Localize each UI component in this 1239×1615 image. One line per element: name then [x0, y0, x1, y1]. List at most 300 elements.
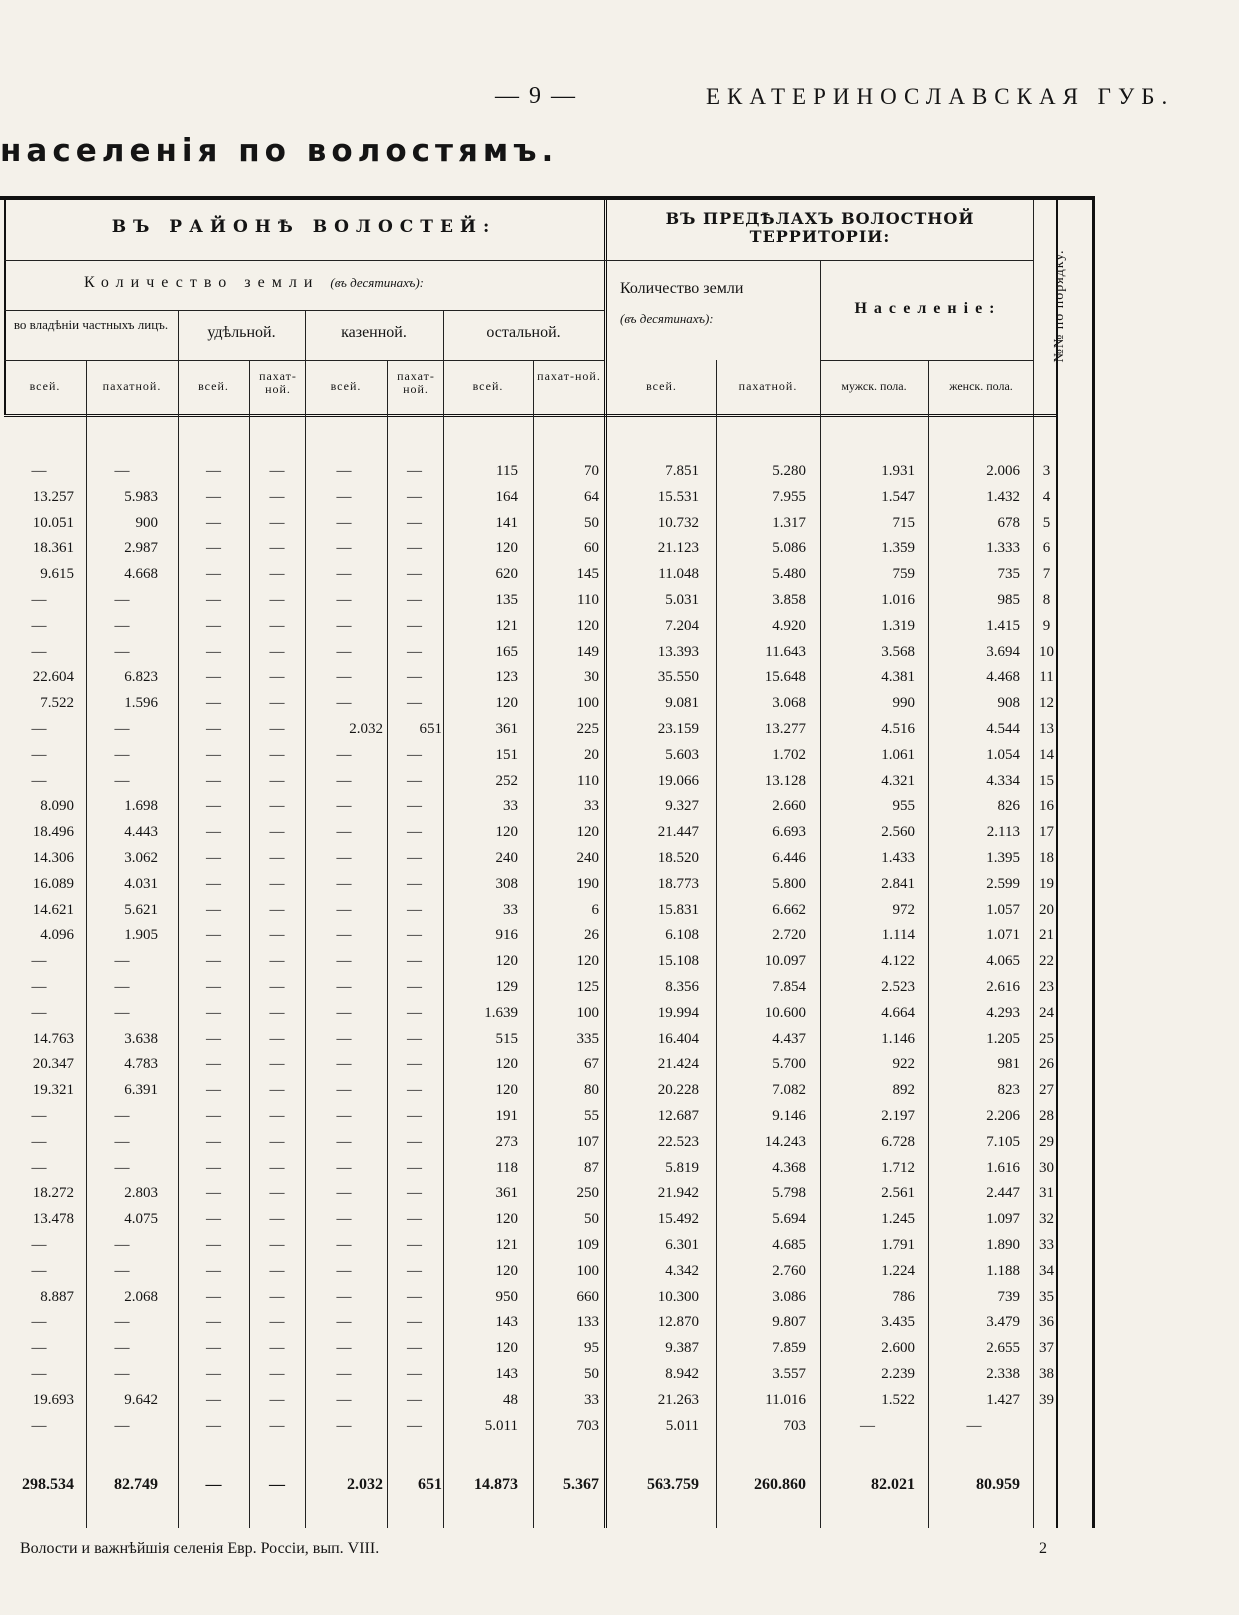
table-cell: — [31, 746, 47, 763]
table-cell: 1.547 [881, 488, 915, 505]
row-index-cell: 21 [1039, 927, 1054, 944]
table-cell: 5.280 [772, 463, 806, 479]
table-cell: 125 [576, 979, 599, 995]
table-cell: 190 [576, 875, 599, 892]
table-cell: 145 [576, 566, 599, 583]
table-cell: 4.783 [124, 1056, 158, 1073]
table-cell: 19.066 [657, 772, 699, 789]
table-cell: 4.293 [986, 1004, 1020, 1021]
table-cell: 1.415 [986, 617, 1020, 634]
row-index-cell: 39 [1039, 1391, 1054, 1408]
table-cell: 123 [495, 669, 518, 686]
table-cell: — [206, 1391, 221, 1408]
table-cell: — [114, 772, 130, 789]
table-cell: — [269, 850, 285, 866]
table-cell: — [206, 695, 221, 712]
row-index-cell: 16 [1039, 798, 1054, 815]
group-header-right: ВЪ ПРЕДѢЛАХЪ ВОЛОСТНОЙ ТЕРРИТОРІИ: [665, 209, 975, 246]
table-cell: — [31, 1262, 47, 1279]
table-cell: — [206, 1417, 221, 1434]
table-cell: 4.668 [124, 566, 158, 583]
table-cell: — [206, 746, 221, 763]
row-index-cell: 26 [1039, 1056, 1054, 1073]
table-cell: 23.159 [657, 721, 699, 737]
table-cell: 1.791 [881, 1237, 915, 1253]
table-cell: 1.427 [986, 1391, 1020, 1408]
table-cell: — [966, 1417, 982, 1434]
table-row [0, 768, 1080, 794]
table-cell: — [114, 1366, 130, 1382]
table-cell: — [407, 1237, 422, 1253]
table-cell: 2.032 [349, 721, 383, 737]
table-cell: 6.662 [772, 901, 806, 918]
table-cell: — [114, 746, 130, 763]
table-cell: — [269, 1211, 285, 1228]
group-header-left: ВЪ РАЙОНѢ ВОЛОСТЕЙ: [111, 217, 497, 237]
row-index-cell: 5 [1042, 514, 1051, 531]
table-cell: — [336, 488, 352, 505]
table-cell: — [206, 1262, 221, 1279]
table-cell: — [269, 1133, 285, 1150]
table-cell: — [407, 824, 422, 841]
table-cell: 6.391 [124, 1082, 158, 1099]
row-index-cell: 29 [1039, 1133, 1054, 1150]
table-cell: — [206, 875, 221, 892]
table-cell: — [407, 1185, 422, 1202]
table-cell: — [206, 1082, 221, 1099]
row-index-cell: 32 [1039, 1211, 1054, 1228]
table-cell: 5.086 [772, 540, 806, 557]
row-index-cell: 13 [1039, 721, 1054, 737]
table-cell: — [336, 514, 352, 531]
table-cell: — [336, 1366, 352, 1382]
table-cell: — [206, 1056, 221, 1073]
table-cell: 21.123 [657, 540, 699, 557]
table-cell: — [336, 540, 352, 557]
table-cell: 2.841 [881, 875, 915, 892]
table-row [0, 510, 1080, 536]
table-cell: 12.870 [657, 1314, 699, 1331]
table-row [0, 535, 1080, 561]
table-cell: 13.128 [764, 772, 806, 789]
table-row [0, 742, 1080, 768]
table-row [0, 897, 1080, 923]
table-cell: — [336, 1237, 352, 1253]
table-cell: 703 [576, 1417, 599, 1434]
table-cell: 13.257 [32, 488, 74, 505]
table-cell: — [269, 463, 285, 479]
row-index-cell: 7 [1042, 566, 1051, 583]
table-cell: 14.763 [32, 1030, 74, 1047]
table-cell: — [31, 592, 47, 608]
table-row [0, 845, 1080, 871]
table-cell: 972 [892, 901, 915, 918]
page-title: населенія по волостямъ. [0, 133, 559, 169]
row-index-cell: 35 [1039, 1288, 1054, 1305]
table-cell: 5.798 [772, 1185, 806, 1202]
table-cell: — [269, 824, 285, 841]
table-cell: 10.051 [32, 514, 74, 531]
table-cell: — [407, 514, 422, 531]
table-cell: — [205, 1476, 222, 1494]
table-cell: — [114, 1314, 130, 1331]
table-cell: 3.479 [986, 1314, 1020, 1331]
table-cell: — [336, 1108, 352, 1124]
table-cell: — [114, 1004, 130, 1021]
table-row [0, 639, 1080, 665]
table-cell: 4.544 [986, 721, 1020, 737]
row-index-cell: 15 [1039, 772, 1054, 789]
table-cell: — [269, 1314, 285, 1331]
table-cell: — [407, 1340, 422, 1357]
table-cell: — [336, 643, 352, 660]
table-cell: 120 [576, 953, 599, 970]
table-cell: 107 [576, 1133, 599, 1150]
table-cell: 8.887 [40, 1288, 74, 1305]
table-cell: 1.702 [772, 746, 806, 763]
table-cell: 1.596 [124, 695, 158, 712]
table-cell: 95 [584, 1340, 599, 1357]
table-cell: — [206, 901, 221, 918]
table-cell: 21.263 [657, 1391, 699, 1408]
table-cell: 64 [584, 488, 599, 505]
table-cell: — [269, 1340, 285, 1357]
table-cell: 2.600 [881, 1340, 915, 1357]
table-cell: — [269, 721, 285, 737]
table-cell: 6.301 [665, 1237, 699, 1253]
table-cell: 678 [997, 514, 1020, 531]
table-cell: 6.693 [772, 824, 806, 841]
table-row [0, 1361, 1080, 1387]
table-cell: — [407, 850, 422, 866]
table-cell: 1.522 [881, 1391, 915, 1408]
table-cell: 20 [584, 746, 599, 763]
table-cell: — [407, 463, 422, 479]
table-cell: — [269, 592, 285, 608]
table-cell: 120 [495, 540, 518, 557]
table-cell: 5.700 [772, 1056, 806, 1073]
table-cell: 2.032 [347, 1476, 383, 1494]
table-cell: 110 [577, 592, 599, 608]
table-cell: 149 [576, 643, 599, 660]
table-row [0, 1284, 1080, 1310]
table-cell: — [206, 617, 221, 634]
table-cell: — [407, 1159, 422, 1176]
table-row [0, 1051, 1080, 1077]
table-cell: 9.387 [665, 1340, 699, 1357]
table-cell: 8.356 [665, 979, 699, 995]
row-index-cell: 9 [1042, 617, 1051, 634]
table-cell: 2.206 [986, 1108, 1020, 1124]
table-cell: — [336, 798, 352, 815]
table-row [0, 1077, 1080, 1103]
table-cell: 18.361 [32, 540, 74, 557]
table-cell: 15.108 [657, 953, 699, 970]
table-cell: — [269, 566, 285, 583]
table-cell: — [206, 1030, 221, 1047]
table-cell: — [269, 979, 285, 995]
table-cell: 120 [576, 824, 599, 841]
table-cell: 916 [495, 927, 518, 944]
table-cell: 361 [495, 1185, 518, 1202]
appanage-header: удѣльной. [207, 324, 276, 341]
row-index-cell: 34 [1039, 1262, 1054, 1279]
table-cell: — [114, 1133, 130, 1150]
table-cell: 7.204 [665, 617, 699, 634]
table-cell: 250 [576, 1185, 599, 1202]
col-other-total: всей. [472, 379, 504, 393]
table-cell: 563.759 [647, 1476, 699, 1494]
table-cell: 1.432 [986, 488, 1020, 505]
table-cell: 900 [135, 514, 158, 531]
table-cell: — [31, 643, 47, 660]
table-cell: 100 [576, 1262, 599, 1279]
col-female: женск. пола. [949, 379, 1013, 393]
table-cell: 133 [576, 1314, 599, 1331]
signature-mark: 2 [1039, 1540, 1047, 1557]
table-cell: — [336, 669, 352, 686]
table-cell: — [31, 721, 47, 737]
table-cell: 14.873 [474, 1476, 518, 1494]
table-cell: — [206, 1366, 221, 1382]
row-index-cell: 24 [1039, 1004, 1054, 1021]
table-cell: — [336, 1340, 352, 1357]
table-cell: 2.720 [772, 927, 806, 944]
table-cell: 120 [495, 1082, 518, 1099]
state-header: казенной. [341, 324, 407, 341]
table-cell: — [407, 1366, 422, 1382]
table-row [0, 458, 1080, 484]
table-cell: — [206, 772, 221, 789]
table-cell: — [114, 979, 130, 995]
table-cell: — [269, 875, 285, 892]
table-row [0, 484, 1080, 510]
table-cell: — [407, 617, 422, 634]
table-cell: 7.105 [986, 1133, 1020, 1150]
table-cell: 7.082 [772, 1082, 806, 1099]
table-cell: — [269, 1004, 285, 1021]
page-number: — 9 — [495, 83, 577, 109]
table-cell: 4.342 [665, 1262, 699, 1279]
table-cell: — [114, 643, 130, 660]
row-index-cell: 28 [1039, 1108, 1054, 1124]
table-row [0, 1258, 1080, 1284]
private-header: во владѣніи частныхъ лицъ. [13, 317, 169, 332]
land-unit-left: (въ десятинахъ): [330, 275, 425, 290]
table-cell: — [407, 669, 422, 686]
land-qty-left [4, 274, 504, 292]
table-cell: — [206, 721, 221, 737]
table-cell: — [269, 953, 285, 970]
table-cell: 1.931 [881, 463, 915, 479]
table-cell: — [336, 746, 352, 763]
table-row [0, 1000, 1080, 1026]
table-cell: 1.188 [986, 1262, 1020, 1279]
table-cell: 4.685 [772, 1237, 806, 1253]
table-cell: 955 [892, 798, 915, 815]
table-cell: — [31, 1417, 47, 1434]
table-cell: — [114, 463, 130, 479]
row-index-cell: 4 [1042, 488, 1051, 505]
table-cell: 3.568 [881, 643, 915, 660]
table-cell: 5.367 [563, 1476, 599, 1494]
rule [820, 360, 1034, 361]
table-cell: — [269, 1108, 285, 1124]
table-cell: 3.638 [124, 1030, 158, 1047]
table-cell: — [336, 1211, 352, 1228]
rule [4, 260, 604, 261]
table-cell: 10.732 [657, 514, 699, 531]
table-cell: 15.831 [657, 901, 699, 918]
footer-note: Волости и важнѣйшія селенія Евр. Россіи, вып. VIII. [20, 1540, 380, 1557]
table-row [0, 1387, 1080, 1413]
table-cell: 2.006 [986, 463, 1020, 479]
table-cell: 20.347 [32, 1056, 74, 1073]
table-cell: — [336, 824, 352, 841]
table-cell: — [336, 1391, 352, 1408]
table-cell: — [31, 1314, 47, 1331]
table-cell: 82.749 [114, 1476, 158, 1494]
table-cell: 361 [495, 721, 518, 737]
table-row [0, 716, 1080, 742]
table-cell: 16.404 [657, 1030, 699, 1047]
rule [4, 310, 604, 311]
table-cell: 21.424 [657, 1056, 699, 1073]
table-cell: 4.065 [986, 953, 1020, 970]
table-cell: 3.435 [881, 1314, 915, 1331]
row-index-cell: 27 [1039, 1082, 1054, 1099]
table-cell: — [269, 1391, 285, 1408]
table-cell: 786 [892, 1288, 915, 1305]
table-cell: 1.712 [881, 1159, 915, 1176]
table-cell: — [336, 1314, 352, 1331]
table-cell: — [336, 1082, 352, 1099]
table-cell: 141 [495, 514, 518, 531]
table-cell: 13.393 [657, 643, 699, 660]
table-cell: 11.643 [765, 643, 806, 660]
table-cell: 1.245 [881, 1211, 915, 1228]
table-cell: 143 [495, 1366, 518, 1382]
table-cell: — [407, 953, 422, 970]
table-cell: 5.603 [665, 746, 699, 763]
table-cell: — [269, 695, 285, 712]
row-index-cell: 33 [1039, 1237, 1054, 1253]
table-cell: 1.333 [986, 540, 1020, 557]
table-cell: — [114, 721, 130, 737]
table-cell: 13.277 [764, 721, 806, 737]
table-cell: 4.381 [881, 669, 915, 686]
table-cell: 5.983 [124, 488, 158, 505]
table-cell: 10.600 [764, 1004, 806, 1021]
row-index-cell: 36 [1039, 1314, 1054, 1331]
index-column-header [1040, 206, 1080, 406]
table-cell: 735 [997, 566, 1020, 583]
table-cell: 3.557 [772, 1366, 806, 1382]
table-cell: 3.068 [772, 695, 806, 712]
table-cell: — [336, 772, 352, 789]
rule [604, 260, 1034, 261]
table-cell: — [269, 746, 285, 763]
table-cell: 120 [495, 695, 518, 712]
table-cell: 5.621 [124, 901, 158, 918]
table-cell: 120 [495, 1056, 518, 1073]
population-header: Населеніе: [854, 300, 1002, 317]
table-cell: — [407, 1030, 422, 1047]
table-cell: 48 [503, 1391, 518, 1408]
table-cell: — [206, 824, 221, 841]
table-cell: 19.693 [32, 1391, 74, 1408]
table-cell: 19.321 [32, 1082, 74, 1099]
table-cell: — [336, 1133, 352, 1150]
table-cell: — [206, 1133, 221, 1150]
row-index-cell: 30 [1039, 1159, 1054, 1176]
table-cell: 22.523 [657, 1133, 699, 1150]
table-cell: 4.321 [881, 772, 915, 789]
table-cell: — [407, 1056, 422, 1073]
table-cell: 2.660 [772, 798, 806, 815]
table-row [0, 948, 1080, 974]
table-cell: 13.478 [32, 1211, 74, 1228]
table-cell: 4.443 [124, 824, 158, 841]
table-cell: 164 [495, 488, 518, 505]
table-cell: 7.955 [772, 488, 806, 505]
table-row [0, 1206, 1080, 1232]
table-cell: 4.664 [881, 1004, 915, 1021]
table-cell: 120 [495, 953, 518, 970]
table-cell: 100 [576, 695, 599, 712]
table-cell: 2.523 [881, 979, 915, 995]
table-cell: 2.338 [986, 1366, 1020, 1382]
table-cell: 4.031 [124, 875, 158, 892]
table-cell: 826 [997, 798, 1020, 815]
table-cell: — [269, 1417, 285, 1434]
table-cell: 9.081 [665, 695, 699, 712]
table-cell: 5.694 [772, 1211, 806, 1228]
table-cell: — [269, 772, 285, 789]
table-cell: 4.468 [986, 669, 1020, 686]
table-row [0, 871, 1080, 897]
table-cell: 120 [495, 824, 518, 841]
table-cell: 2.113 [986, 824, 1020, 841]
table-row [0, 561, 1080, 587]
table-row [0, 974, 1080, 1000]
table-cell: 985 [997, 592, 1020, 608]
table-cell: — [269, 540, 285, 557]
table-cell: 26 [584, 927, 599, 944]
table-cell: — [114, 1237, 130, 1253]
table-cell: — [336, 1004, 352, 1021]
table-cell: 2.655 [986, 1340, 1020, 1357]
table-cell: 110 [577, 772, 599, 789]
table-cell: 2.599 [986, 875, 1020, 892]
table-cell: 660 [576, 1288, 599, 1305]
table-cell: — [336, 901, 352, 918]
table-cell: 651 [418, 1476, 442, 1494]
table-cell: 298.534 [22, 1476, 74, 1494]
table-cell: 50 [584, 514, 599, 531]
table-row [0, 690, 1080, 716]
table-cell: 12.687 [657, 1108, 699, 1124]
row-index-cell: 38 [1039, 1366, 1054, 1382]
table-cell: — [336, 1159, 352, 1176]
table-cell: — [206, 643, 221, 660]
table-cell: 1.890 [986, 1237, 1020, 1253]
table-cell: — [336, 1288, 352, 1305]
table-cell: 5.031 [665, 592, 699, 608]
table-cell: — [336, 1185, 352, 1202]
table-cell: 14.306 [32, 850, 74, 866]
table-cell: 990 [892, 695, 915, 712]
